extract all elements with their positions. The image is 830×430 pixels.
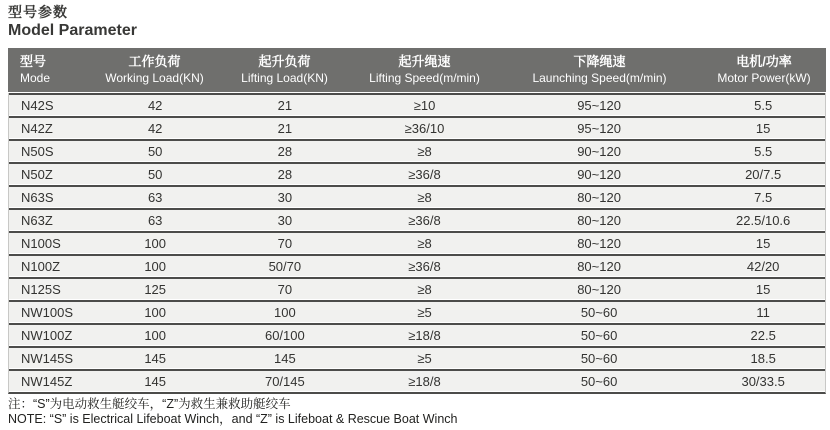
value-cell: 90~120 (577, 166, 621, 182)
value-cell: 100 (144, 235, 167, 251)
model-cell: NW100Z (21, 327, 73, 343)
value-cell: 80~120 (577, 281, 621, 297)
table-row (9, 93, 825, 115)
value-cell: 80~120 (577, 189, 621, 205)
value-cell: ≥5 (417, 350, 432, 366)
header-lifting-speed-zh: 起升绳速 (398, 54, 451, 69)
header-lifting-speed (352, 54, 497, 86)
table-row (9, 300, 825, 322)
value-cell: 18.5 (750, 350, 776, 366)
model-cell: NW100S (21, 304, 74, 320)
model-cell: N42S (21, 97, 54, 113)
value-cell: ≥8 (417, 235, 432, 251)
value-cell: 11 (756, 304, 770, 320)
value-cell: ≥36/8 (408, 212, 441, 228)
value-cell: 100 (144, 304, 167, 320)
model-cell: N50Z (21, 166, 53, 182)
value-cell: 42/20 (746, 258, 780, 274)
header-launching-speed-zh: 下降绳速 (573, 54, 626, 69)
model-cell: NW145S (21, 350, 74, 366)
model-cell: N63Z (21, 212, 53, 228)
value-cell: 50~60 (580, 327, 618, 343)
value-cell: 70 (277, 281, 293, 297)
note-en: NOTE: “S” is Electrical Lifeboat Winch，and “Z” is Lifeboat & Rescue Boat Winch (8, 412, 458, 426)
value-cell: 63 (147, 189, 163, 205)
header-mode-en: Mode (20, 70, 51, 85)
header-lifting-speed-en: Lifting Speed(m/min) (369, 70, 480, 85)
value-cell: 100 (274, 304, 296, 320)
header-mode (8, 54, 92, 86)
value-cell: 70 (277, 235, 293, 251)
table-row (9, 116, 825, 138)
value-cell: 42 (147, 97, 163, 113)
table-row (9, 254, 825, 276)
value-cell: 70/145 (264, 373, 305, 389)
value-cell: 21 (277, 97, 293, 113)
table-row (9, 323, 825, 345)
table-header-row (8, 48, 826, 92)
value-cell: 20/7.5 (745, 166, 782, 182)
value-cell: ≥36/8 (408, 258, 441, 274)
table-row (9, 185, 825, 207)
value-cell: 15 (755, 235, 771, 251)
value-cell: 21 (277, 120, 293, 136)
page-title-en: Model Parameter (8, 22, 137, 39)
value-cell: 30/33.5 (741, 373, 785, 389)
header-motor-power-zh: 电机/功率 (736, 54, 792, 69)
value-cell: 42 (147, 120, 163, 136)
value-cell: 145 (274, 350, 296, 366)
model-cell: N50S (21, 143, 54, 159)
value-cell: ≥36/10 (404, 120, 445, 136)
page-title-zh: 型号参数 (8, 4, 68, 20)
footnotes (8, 397, 824, 427)
value-cell: 15 (755, 120, 771, 136)
value-cell: 30 (277, 212, 293, 228)
table-row (9, 369, 825, 391)
value-cell: 95~120 (577, 120, 621, 136)
header-mode-zh: 型号 (20, 54, 47, 69)
value-cell: 5.5 (754, 97, 773, 113)
header-launching-speed (497, 54, 702, 86)
value-cell: 15 (755, 281, 771, 297)
value-cell: 80~120 (577, 212, 621, 228)
value-cell: 5.5 (754, 143, 773, 159)
value-cell: 22.5 (750, 327, 776, 343)
value-cell: 50 (147, 143, 163, 159)
value-cell: 90~120 (577, 143, 621, 159)
value-cell: ≥36/8 (408, 166, 441, 182)
value-cell: 145 (144, 350, 167, 366)
value-cell: ≥8 (417, 143, 432, 159)
value-cell: ≥8 (417, 189, 432, 205)
value-cell: 50~60 (580, 373, 618, 389)
header-motor-power-en: Motor Power(kW) (717, 70, 811, 85)
header-motor-power (702, 54, 826, 86)
table-row (9, 231, 825, 253)
table-row (9, 162, 825, 184)
table-body (8, 93, 826, 394)
value-cell: 30 (277, 189, 293, 205)
header-working-load-zh: 工作负荷 (128, 54, 181, 69)
value-cell: 50~60 (580, 350, 618, 366)
note-zh: 注：“S”为电动救生艇绞车，“Z”为救生兼救助艇绞车 (8, 397, 291, 411)
value-cell: 60/100 (264, 327, 305, 343)
table-row (9, 139, 825, 161)
header-working-load-en: Working Load(KN) (105, 70, 204, 85)
value-cell: 50 (147, 166, 163, 182)
value-cell: 80~120 (577, 235, 621, 251)
table-row (9, 208, 825, 230)
value-cell: 125 (144, 281, 167, 297)
value-cell: 28 (277, 166, 293, 182)
value-cell: 7.5 (754, 189, 773, 205)
header-launching-speed-en: Launching Speed(m/min) (532, 70, 667, 85)
value-cell: 145 (144, 373, 167, 389)
value-cell: ≥8 (417, 281, 432, 297)
value-cell: 80~120 (577, 258, 621, 274)
value-cell: 50~60 (580, 304, 618, 320)
model-cell: N100Z (21, 258, 61, 274)
model-cell: NW145Z (21, 373, 73, 389)
value-cell: ≥5 (417, 304, 432, 320)
model-cell: N63S (21, 189, 54, 205)
model-parameter-table (8, 48, 826, 394)
value-cell: 63 (147, 212, 163, 228)
model-cell: N100S (21, 235, 61, 251)
value-cell: 28 (277, 143, 293, 159)
value-cell: 22.5/10.6 (736, 212, 791, 228)
table-row (9, 277, 825, 299)
value-cell: ≥18/8 (408, 373, 441, 389)
header-lifting-load-en: Lifting Load(KN) (241, 70, 328, 85)
value-cell: 100 (144, 258, 167, 274)
table-row (9, 346, 825, 368)
model-cell: N125S (21, 281, 61, 297)
value-cell: 95~120 (577, 97, 621, 113)
value-cell: ≥18/8 (408, 327, 441, 343)
value-cell: 100 (144, 327, 167, 343)
header-working-load (92, 54, 217, 86)
header-lifting-load (217, 54, 352, 86)
value-cell: ≥10 (413, 97, 436, 113)
header-lifting-load-zh: 起升负荷 (258, 54, 311, 69)
model-cell: N42Z (21, 120, 53, 136)
value-cell: 50/70 (268, 258, 302, 274)
